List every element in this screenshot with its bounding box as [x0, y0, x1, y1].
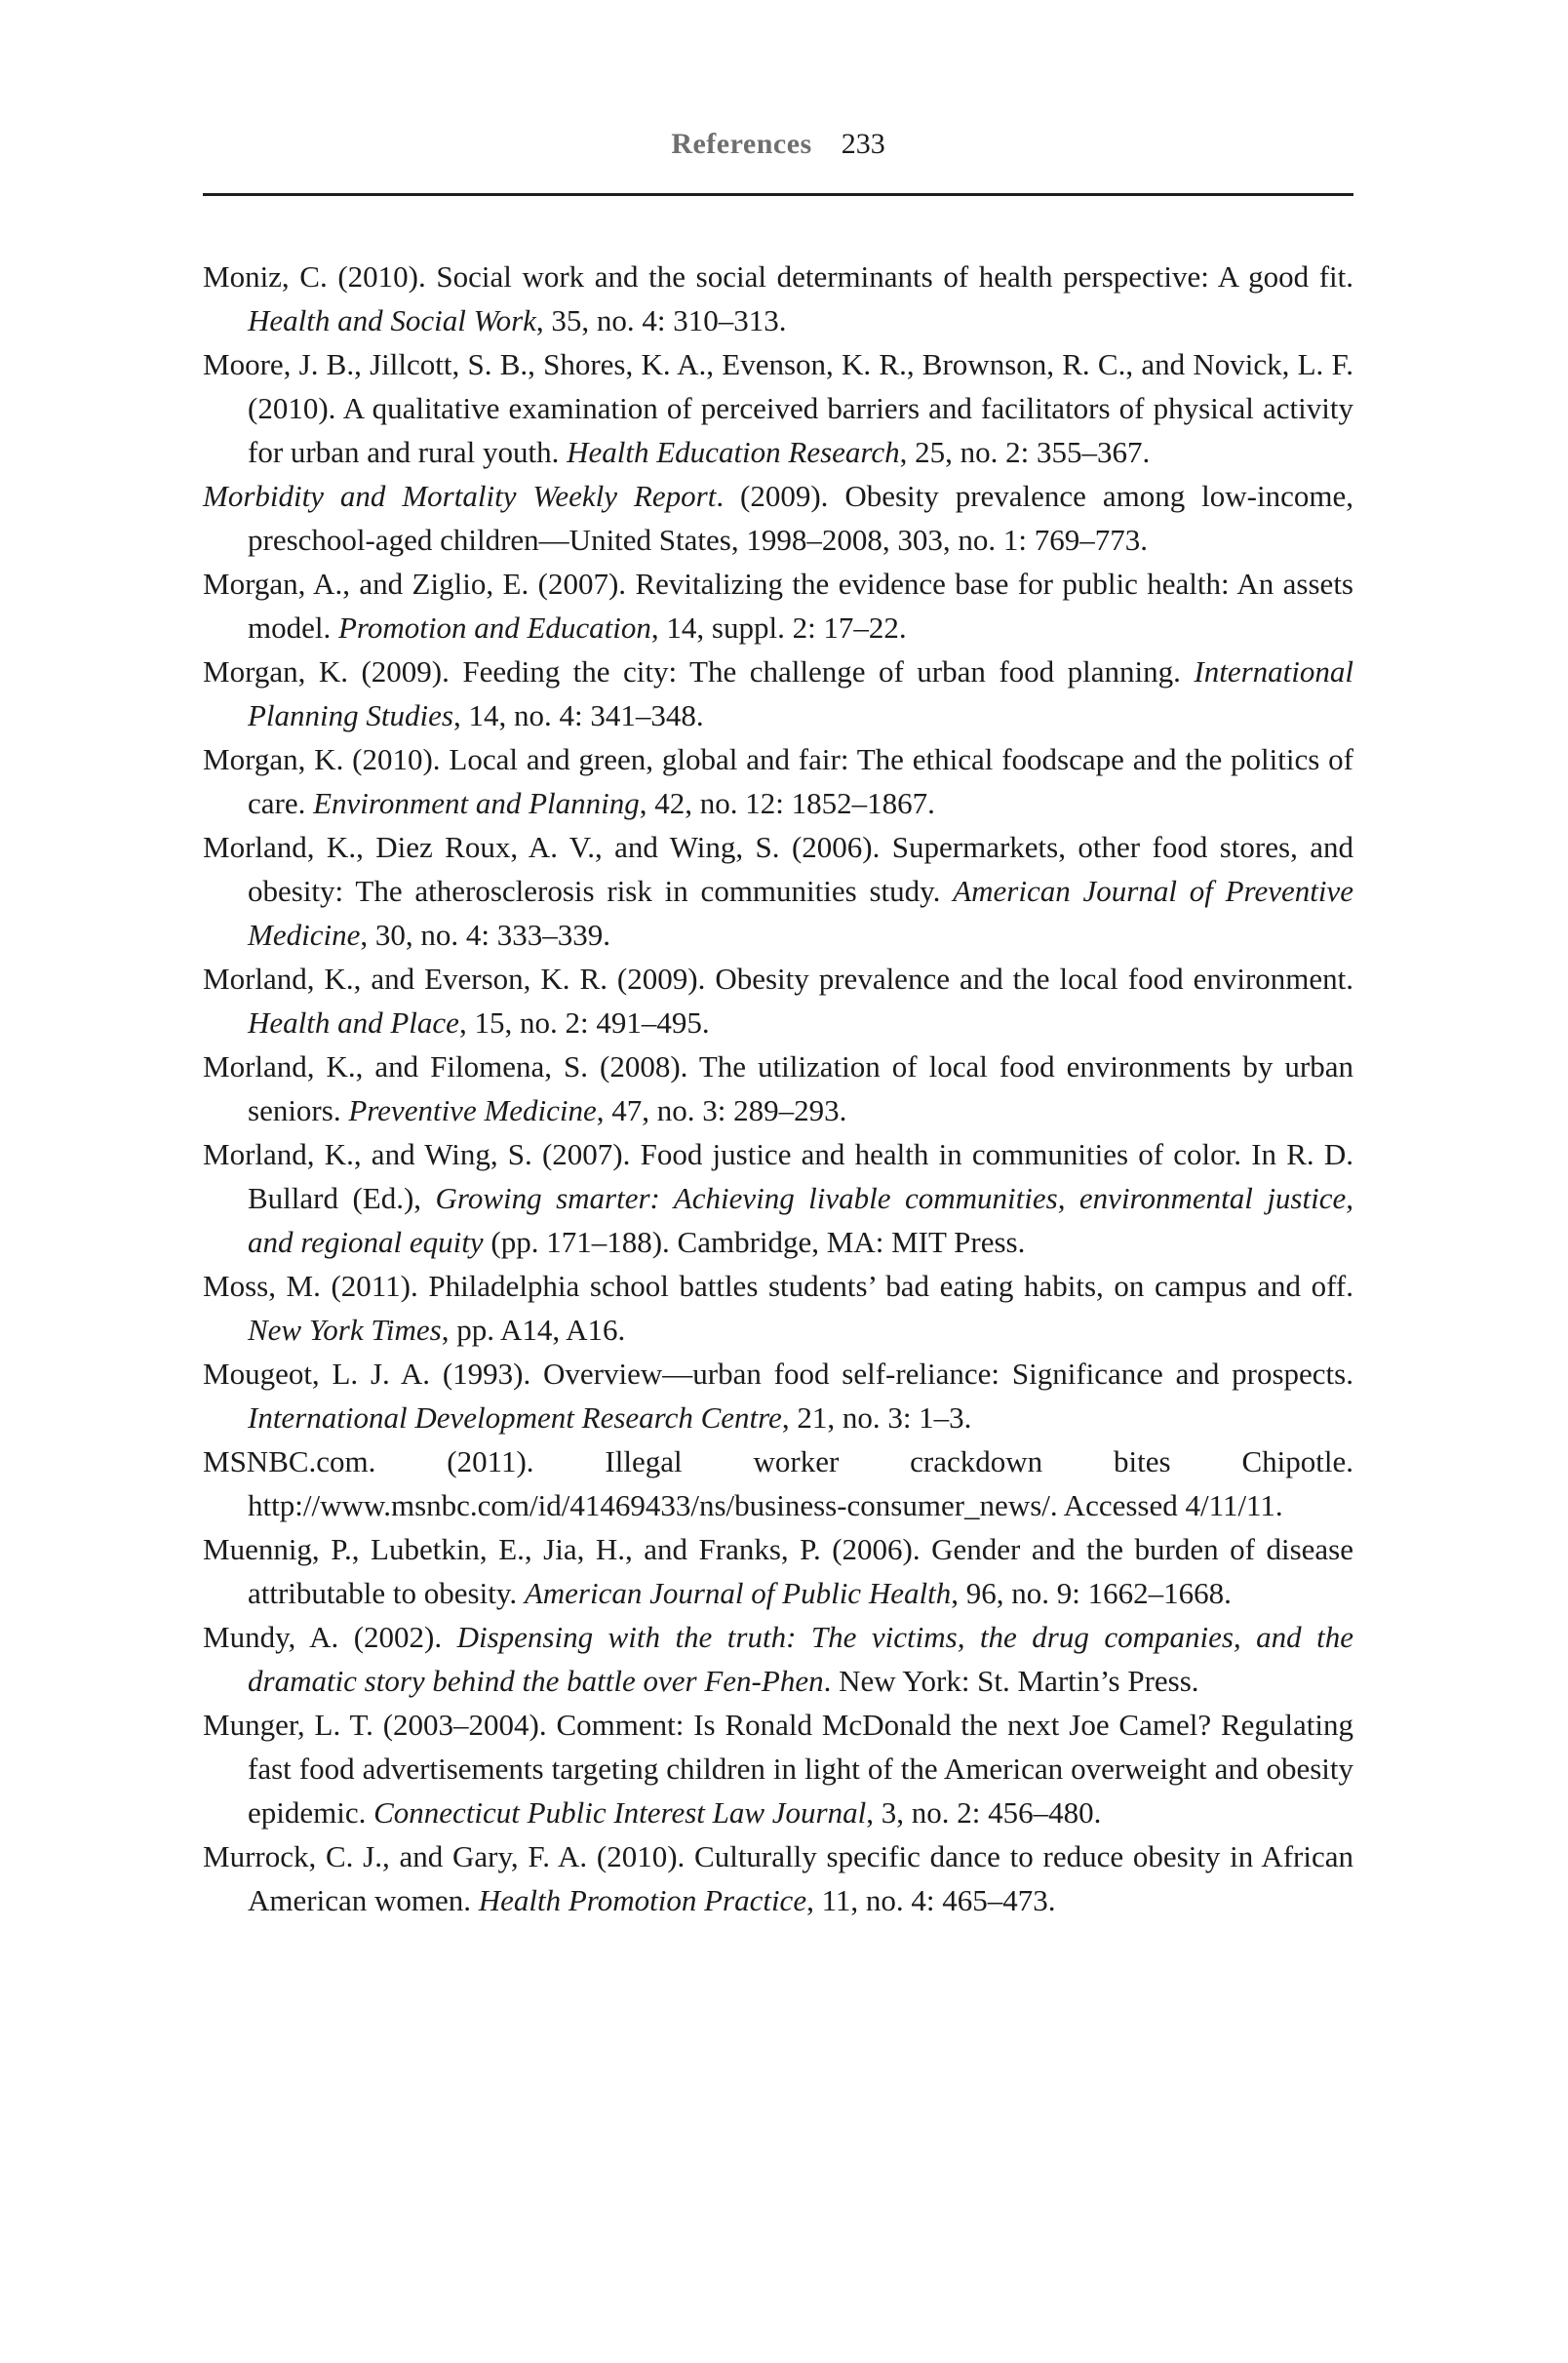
reference-title-italic: Health and Social Work: [248, 303, 536, 337]
reference-title-italic: Dispensing with the truth: The victims, the drug companies, and the dramatic story behind the battle over Fen-Phen: [248, 1620, 1353, 1698]
reference-text: , 15, no. 2: 491–495.: [458, 1005, 710, 1040]
reference-entry: [203, 342, 1353, 474]
reference-text: Mundy, A. (2002).: [203, 1620, 457, 1654]
reference-text: . (2009). Obesity prevalence among low-income, preschool-aged children—United States, 1998–2008, 303, no. 1: 769–773.: [248, 479, 1353, 557]
reference-title-italic: Health and Place: [248, 1005, 459, 1040]
reference-text: Morland, K., Diez Roux, A. V., and Wing, S. (2006). Supermarkets, other food stores, and obesity: The atherosclerosis risk in communities study.: [203, 830, 1353, 908]
reference-entry: [203, 737, 1353, 825]
reference-title-italic: International Development Research Centre: [248, 1400, 782, 1435]
reference-text: , 21, no. 3: 1–3.: [781, 1400, 972, 1435]
reference-text: Muennig, P., Lubetkin, E., Jia, H., and Franks, P. (2006). Gender and the burden of disease attributable to obesity.: [203, 1532, 1353, 1610]
reference-text: Morland, K., and Filomena, S. (2008). The utilization of local food environments by urban seniors.: [203, 1049, 1353, 1127]
reference-text: (pp. 171–188). Cambridge, MA: MIT Press.: [483, 1225, 1026, 1259]
reference-text: Mougeot, L. J. A. (1993). Overview—urban food self-reliance: Significance and prospects.: [203, 1357, 1353, 1391]
reference-text: MSNBC.com. (2011). Illegal worker crackdown bites Chipotle.: [203, 1444, 1353, 1478]
reference-entry: [203, 825, 1353, 957]
reference-title-italic: Health Promotion Practice: [478, 1883, 807, 1917]
page-number: 233: [841, 128, 885, 160]
references-list: [203, 196, 1353, 1922]
reference-title-italic: Health Education Research: [567, 435, 900, 469]
reference-entry: [203, 1615, 1353, 1703]
running-header-title: References: [671, 128, 812, 160]
reference-text: Moore, J. B., Jillcott, S. B., Shores, K. A., Evenson, K. R., Brownson, R. C., and Novick, L. F. (2010). A qualitative examination of perceived barriers and facilitators of physical activity for urban and rural youth.: [203, 347, 1353, 469]
reference-text: , 25, no. 2: 355–367.: [899, 435, 1151, 469]
reference-entry: [203, 1132, 1353, 1264]
reference-text: Morland, K., and Wing, S. (2007). Food justice and health in communities of color. In R. D. Bullard (Ed.),: [203, 1137, 1353, 1215]
reference-text: Morland, K., and Everson, K. R. (2009). Obesity prevalence and the local food environment.: [203, 962, 1353, 996]
reference-title-italic: International Planning Studies: [248, 654, 1353, 732]
reference-text: , 3, no. 2: 456–480.: [866, 1795, 1102, 1830]
reference-title-italic: Morbidity and Mortality Weekly Report: [203, 479, 717, 513]
reference-entry: [203, 562, 1353, 650]
reference-text: , 47, no. 3: 289–293.: [596, 1093, 847, 1127]
reference-entry: [203, 255, 1353, 342]
reference-title-italic: American Journal of Preventive Medicine: [248, 874, 1353, 952]
text-column: [203, 0, 1353, 1922]
reference-url: http://www.msnbc.com/id/41469433/ns/business-consumer_news/.: [248, 1488, 1058, 1522]
reference-text: Morgan, K. (2009). Feeding the city: The challenge of urban food planning.: [203, 654, 1195, 689]
reference-text: Moss, M. (2011). Philadelphia school battles students’ bad eating habits, on campus and off.: [203, 1269, 1353, 1303]
reference-title-italic: American Journal of Public Health: [524, 1576, 952, 1610]
reference-text: Moniz, C. (2010). Social work and the social determinants of health perspective: A good fit.: [203, 259, 1353, 294]
reference-text: , 96, no. 9: 1662–1668.: [951, 1576, 1232, 1610]
reference-entry: [203, 1044, 1353, 1132]
reference-text: Morgan, A., and Ziglio, E. (2007). Revitalizing the evidence base for public health: An assets model.: [203, 567, 1353, 645]
reference-text: , pp. A14, A16.: [441, 1313, 626, 1347]
reference-text: , 14, no. 4: 341–348.: [452, 698, 704, 732]
reference-text: , 35, no. 4: 310–313.: [535, 303, 787, 337]
reference-entry: [203, 474, 1353, 562]
reference-title-italic: Growing smarter: Achieving livable communities, environmental justice, and regional equity: [248, 1181, 1353, 1259]
reference-title-italic: Connecticut Public Interest Law Journal: [373, 1795, 867, 1830]
reference-entry: [203, 650, 1353, 737]
reference-title-italic: New York Times: [248, 1313, 442, 1347]
reference-entry: [203, 1703, 1353, 1834]
reference-text: Accessed 4/11/11.: [1057, 1488, 1283, 1522]
reference-text: . New York: St. Martin’s Press.: [823, 1664, 1199, 1698]
reference-title-italic: Promotion and Education: [338, 610, 651, 645]
reference-entry: [203, 1352, 1353, 1439]
reference-entry: [203, 1527, 1353, 1615]
reference-text: , 30, no. 4: 333–339.: [360, 918, 610, 952]
reference-text: Munger, L. T. (2003–2004). Comment: Is Ronald McDonald the next Joe Camel? Regulating fast food advertisements targeting children in light of the American overweight and obesity epidemic.: [203, 1708, 1353, 1830]
reference-text: , 42, no. 12: 1852–1867.: [639, 786, 935, 820]
reference-entry: [203, 1439, 1353, 1527]
reference-text: , 11, no. 4: 465–473.: [806, 1883, 1056, 1917]
reference-title-italic: Preventive Medicine: [348, 1093, 597, 1127]
reference-entry: [203, 1264, 1353, 1352]
reference-text: Morgan, K. (2010). Local and green, global and fair: The ethical foodscape and the politics of care.: [203, 742, 1353, 820]
reference-text: Murrock, C. J., and Gary, F. A. (2010). Culturally specific dance to reduce obesity in African American women.: [203, 1839, 1353, 1917]
reference-entry: [203, 1834, 1353, 1922]
running-header: [203, 0, 1353, 160]
reference-entry: [203, 957, 1353, 1044]
reference-text: , 14, suppl. 2: 17–22.: [650, 610, 907, 645]
reference-title-italic: Environment and Planning: [313, 786, 640, 820]
